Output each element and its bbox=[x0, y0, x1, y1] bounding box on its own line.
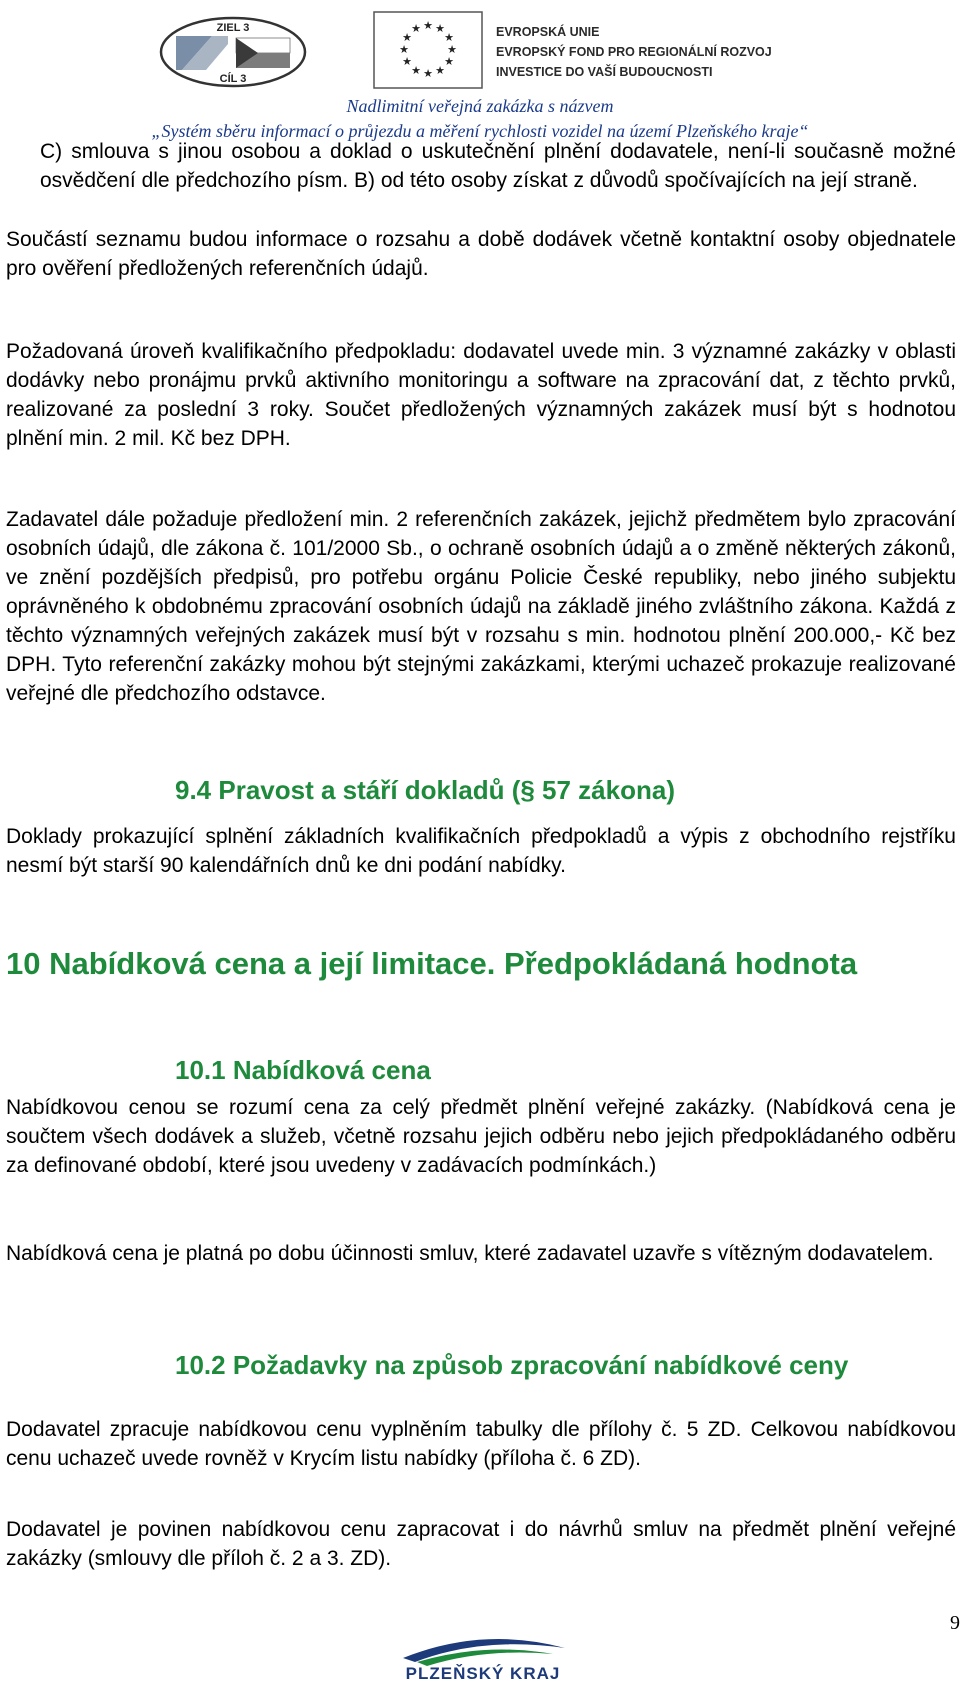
plzensky-kraj-logo-text: PLZEŇSKÝ KRAJ bbox=[405, 1664, 561, 1683]
section-heading-10-1: 10.1 Nabídková cena bbox=[175, 1055, 431, 1085]
svg-text:★: ★ bbox=[399, 43, 409, 56]
ziel-label: ZIEL 3 bbox=[216, 22, 250, 34]
cil-label: CÍL 3 bbox=[219, 73, 247, 85]
paragraph-9-4: Doklady prokazující splnění základních kvalifikačních předpokladů a výpis z obchodního rejstříku nesmí být starší 90 kalendářních dnů ke dni podání nabídky. bbox=[6, 825, 956, 877]
svg-text:★: ★ bbox=[411, 64, 421, 77]
paragraph-10-1-a: Nabídkovou cenou se rozumí cena za celý předmět plnění veřejné zakázky. (Nabídková cena je součtem všech dodávek a služeb, včetně rozsahu jejich odběru nebo jejich předpokládaného odběru za definované období, které jsou uvedeny v zadávacích podmínkách.) bbox=[6, 1096, 956, 1177]
paragraph-10-2-a: Dodavatel zpracuje nabídkovou cenu vyplněním tabulky dle přílohy č. 5 ZD. Celkovou nabídkovou cenu uchazeč uvede rovněž v Krycím listu nabídky (příloha č. 6 ZD). bbox=[6, 1418, 956, 1470]
chapter-heading-10: 10 Nabídková cena a její limitace. Předpokládaná hodnota bbox=[6, 946, 858, 981]
eu-flag-icon bbox=[372, 10, 484, 90]
svg-text:★: ★ bbox=[435, 22, 445, 35]
paragraph-further-requirements: Zadavatel dále požaduje předložení min. 2 referenčních zakázek, jejichž předmětem bylo zpracování osobních údajů, dle zákona č. 101/2000 Sb., o ochraně osobních údajů a o změně některých zákonů, ve znění pozdějších předpisů, pro potřebu orgánu Policie České republiky, nebo jiného subjektu oprávněného k obdobnému zpracování osobních údajů na základě jiného zvláštního zákona. Každá z těchto významných veřejných zakázek musí být v rozsahu s min. hodnotou plnění 200.000,- Kč bez DPH. Tyto referenční zakázky mohou být stejnými zakázkami, kterými uchazeč prokazuje realizované veřejné dle předchozího odstavce. bbox=[6, 508, 956, 705]
eu-fund-text bbox=[496, 22, 772, 82]
svg-text:★: ★ bbox=[447, 43, 457, 56]
section-heading-9-4: 9.4 Pravost a stáří dokladů (§ 57 zákona) bbox=[175, 775, 675, 805]
ziel3-cil3-logo bbox=[158, 16, 308, 88]
svg-text:★: ★ bbox=[444, 31, 454, 44]
svg-text:★: ★ bbox=[402, 55, 412, 68]
svg-text:★: ★ bbox=[423, 19, 433, 32]
svg-text:★: ★ bbox=[444, 55, 454, 68]
svg-text:★: ★ bbox=[435, 64, 445, 77]
tender-title-line2: „Systém sběru informací o průjezdu a měření rychlosti vozidel na území Plzeňského kraje“ bbox=[151, 121, 809, 141]
page-header bbox=[0, 8, 960, 94]
tender-title-line1: Nadlimitní veřejná zakázka s názvem bbox=[346, 96, 614, 116]
paragraph-list-info: Součástí seznamu budou informace o rozsahu a době dodávek včetně kontaktní osoby objednatele pro ověření předložených referenčních údajů. bbox=[6, 228, 956, 280]
page-number: 9 bbox=[950, 1612, 960, 1634]
section-heading-10-2: 10.2 Požadavky na způsob zpracování nabídkové ceny bbox=[175, 1350, 849, 1380]
paragraph-c: C) smlouva s jinou osobou a doklad o uskutečnění plnění dodavatele, není-li současně možné osvědčení dle předchozího písm. B) od této osoby získat z důvodů spočívajících na její straně. bbox=[40, 140, 956, 192]
eu-text-line: INVESTICE DO VAŠÍ BUDOUCNOSTI bbox=[496, 65, 713, 79]
paragraph-10-2-b: Dodavatel je povinen nabídkovou cenu zapracovat i do návrhů smluv na předmět plnění veřejné zakázky (smlouvy dle příloh č. 2 a 3. ZD). bbox=[6, 1518, 956, 1570]
eu-text-line: EVROPSKÁ UNIE bbox=[496, 25, 600, 39]
svg-text:★: ★ bbox=[411, 22, 421, 35]
eu-text-line: EVROPSKÝ FOND PRO REGIONÁLNÍ ROZVOJ bbox=[496, 45, 772, 59]
svg-text:★: ★ bbox=[402, 31, 412, 44]
paragraph-qualification-level: Požadovaná úroveň kvalifikačního předpokladu: dodavatel uvede min. 3 významné zakázky v oblasti dodávky nebo pronájmu prvků aktivního monitoringu a software na zpracování dat, z těchto prvků, realizované za poslední 3 roky. Součet předložených významných zakázek musí být s hodnotou plnění min. 2 mil. Kč bez DPH. bbox=[6, 340, 956, 450]
paragraph-10-1-b: Nabídková cena je platná po dobu účinnosti smluv, které zadavatel uzavře s vítězným dodavatelem. bbox=[6, 1242, 934, 1265]
svg-text:★: ★ bbox=[423, 67, 433, 80]
